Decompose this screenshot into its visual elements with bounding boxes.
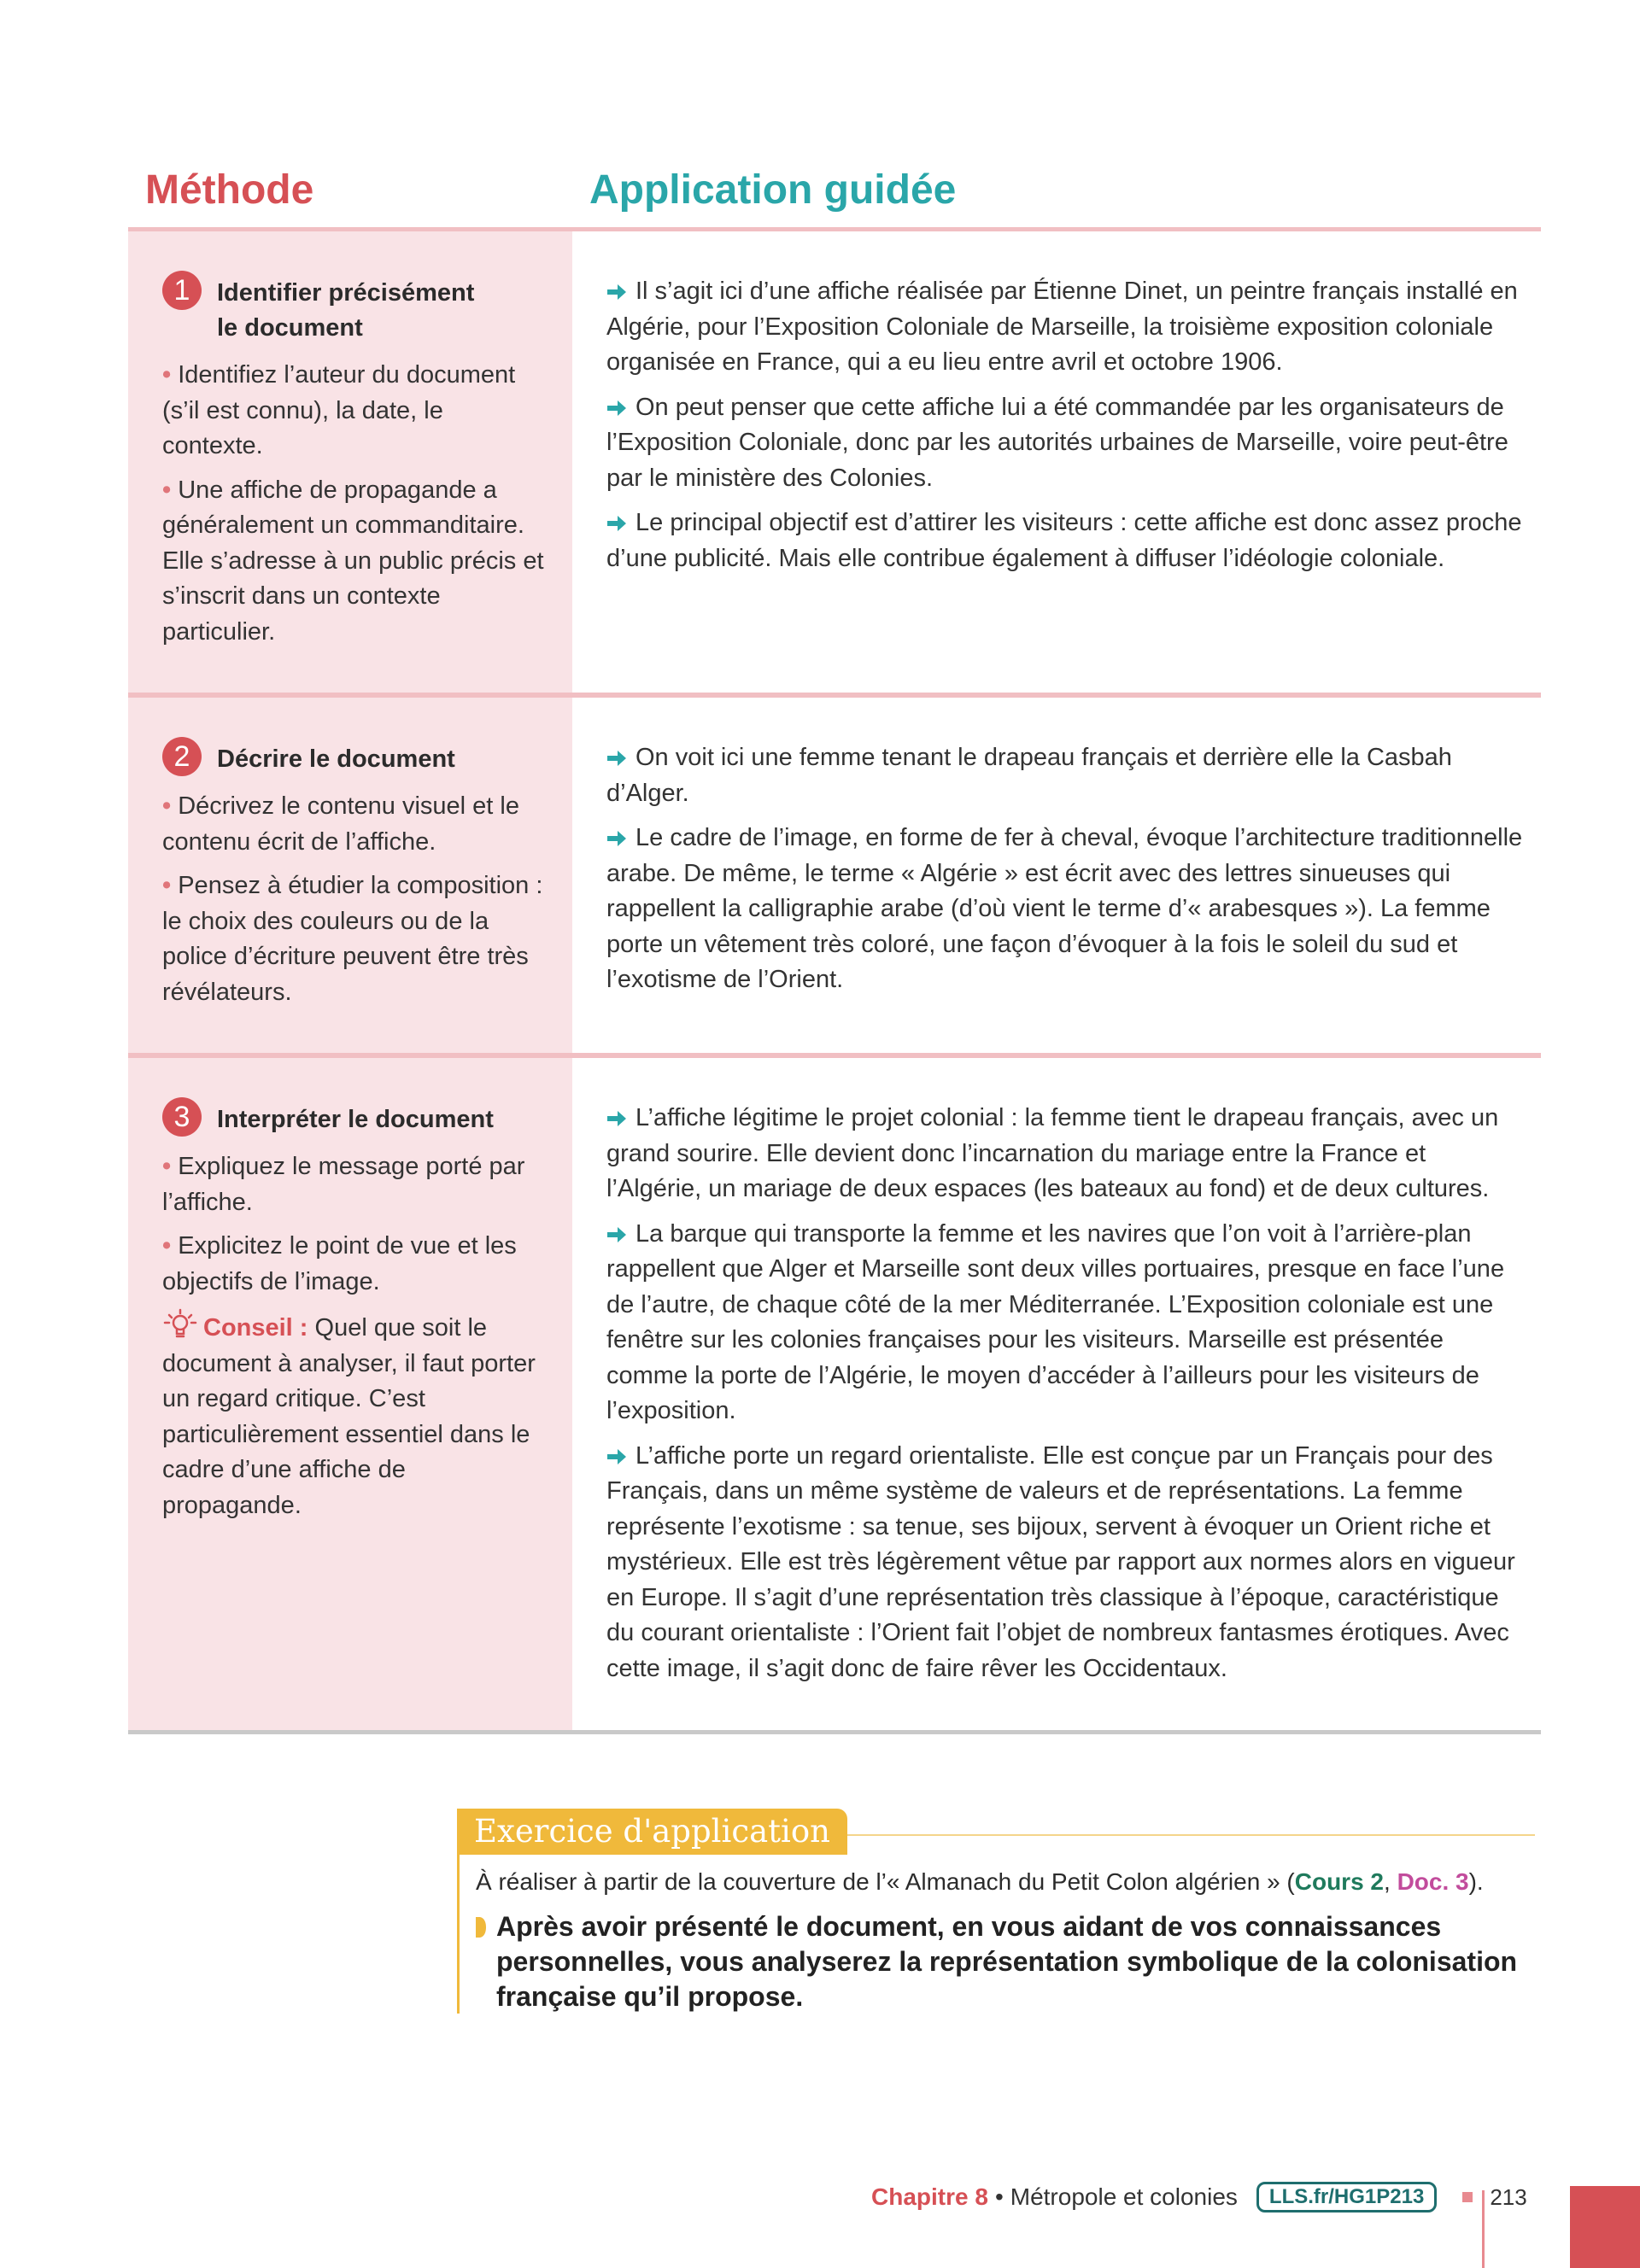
method-bullet: • Identifiez l’auteur du document (s’il est connu), la date, le contexte. <box>162 361 516 459</box>
footer-chapter: Chapitre 8 <box>871 2183 988 2210</box>
step-title-line: Identifier précisément <box>217 279 475 307</box>
step-row-1 <box>128 231 1541 693</box>
page-number: 213 <box>1490 2183 1527 2210</box>
column-headers <box>128 167 1541 231</box>
exercise-box <box>457 1809 1535 2014</box>
arrow-right-icon <box>606 283 627 301</box>
footer-vertical-line <box>1482 2190 1485 2268</box>
table-bottom-rule <box>128 1730 1541 1734</box>
step-number-badge: 2 <box>162 737 202 776</box>
bullet-dot-icon: • <box>162 1153 172 1180</box>
step-header-3 <box>162 1102 550 1137</box>
page-footer <box>871 2177 1527 2217</box>
method-bullet: • Pensez à étudier la composition : le choix des couleurs ou de la police d’écriture peuvent être très révélateurs. <box>162 872 543 1006</box>
arrow-right-icon <box>606 1447 627 1466</box>
footer-corner-block <box>1570 2186 1640 2268</box>
arrow-right-icon <box>606 749 627 768</box>
reference-cours[interactable]: Cours 2 <box>1294 1868 1384 1895</box>
footer-square-icon <box>1462 2192 1473 2202</box>
exercise-top-line <box>841 1834 1535 1836</box>
method-cell-1 <box>128 231 572 693</box>
methode-heading: Méthode <box>145 167 314 213</box>
application-cell-1 <box>572 231 1541 693</box>
method-bullet: • Décrivez le contenu visuel et le contenu écrit de l’affiche. <box>162 792 519 856</box>
arrow-right-icon <box>606 399 627 418</box>
arrow-right-icon <box>606 1109 627 1128</box>
step-header-1 <box>162 276 550 346</box>
arrow-right-icon <box>606 1225 627 1244</box>
arrow-right-icon <box>606 829 627 848</box>
exercise-intro: À réaliser à partir de la couverture de l’« Almanach du Petit Colon algérien » (Cours 2, Doc. 3). <box>476 1868 1484 1895</box>
footer-chapter-title: Métropole et colonies <box>1010 2183 1238 2210</box>
step-row-3 <box>128 1058 1541 1730</box>
bullet-dot-icon: • <box>162 476 172 504</box>
application-cell-2 <box>572 698 1541 1053</box>
arrow-right-icon <box>606 514 627 533</box>
step-number-badge: 1 <box>162 271 202 310</box>
step-title: Décrire le document <box>217 745 455 773</box>
step-row-2 <box>128 698 1541 1053</box>
bullet-dot-icon: • <box>162 361 172 389</box>
application-heading: Application guidée <box>589 167 957 213</box>
step-header-2 <box>162 742 550 777</box>
application-paragraph: L’affiche légitime le projet colonial : la femme tient le drapeau français, avec un grand sourire. Elle devient donc l’incarnation du mariage entre la France et l’Algérie, un mariage de deux espaces (les bateaux au fond) et de deux cultures. <box>606 1104 1499 1202</box>
conseil-tip: Conseil : Quel que soit le document à analyser, il faut porter un regard critique. C’est particulièrement essentiel dans le cadre d’une affiche de propagande. <box>162 1308 550 1523</box>
bullet-dot-icon: • <box>162 1232 172 1260</box>
application-paragraph: La barque qui transporte la femme et les navires que l’on voit à l’arrière-plan rappellent que Alger et Marseille sont deux villes portuaires, presque en face l’une de l’autre, de chaque côté de la mer Méditerranée. L’Exposition coloniale est une fenêtre sur les colonies françaises pour les visiteurs. Marseille est présentée comme la porte de l’Algérie, le moyen d’accéder à l’ailleurs pour les visiteurs de l’exposition. <box>606 1219 1505 1424</box>
footer-separator: • <box>994 2183 1004 2210</box>
step-title-line: le document <box>217 314 363 342</box>
step-title <box>217 276 474 346</box>
footer-link[interactable]: LLS.fr/HG1P213 <box>1256 2182 1437 2212</box>
reference-doc[interactable]: Doc. 3 <box>1397 1868 1469 1895</box>
exercise-title: Exercice d'application <box>457 1809 847 1855</box>
application-paragraph: On peut penser que cette affiche lui a été commandée par les organisateurs de l’Exposition Coloniale, donc par les autorités urbaines de Marseille, voire peut-être par le ministère des Colonies. <box>606 393 1508 492</box>
application-paragraph: Le cadre de l’image, en forme de fer à cheval, évoque l’architecture traditionnelle arabe. De même, le terme « Algérie » est écrit avec des lettres sinueuses qui rappellent la calligraphie arabe (d’où vient le terme d’« arabesques »). La femme porte un vêtement très coloré, une façon d’évoquer à la fois le soleil du sud et l’exotisme de l’Orient. <box>606 824 1523 993</box>
application-paragraph: Le principal objectif est d’attirer les visiteurs : cette affiche est donc assez proche d’une publicité. Mais elle contribue également à diffuser l’idéologie coloniale. <box>606 509 1522 572</box>
exercise-task: Après avoir présenté le document, en vous aidant de vos connaissances personnelles, vous analyserez la représentation symbolique de la colonisation française qu’il propose. <box>476 1909 1518 2014</box>
method-bullet: • Expliquez le message porté par l’affiche. <box>162 1153 525 1216</box>
method-cell-2 <box>128 698 572 1053</box>
application-paragraph: L’affiche porte un regard orientaliste. Elle est conçue par un Français pour des Français, dans un même système de valeurs et de représentations. La femme représente l’exotisme : sa tenue, ses bijoux, servent à évoquer un Orient riche et mystérieux. Elle est très légèrement vêtue par rapport aux normes alors en vigueur en Europe. Il s’agit d’une représentation très classique à l’époque, caractéristique du courant orientaliste : l’Orient fait l’objet de nombreux fantasmes érotiques. Avec cette image, il s’agit donc de faire rêver les Occidentaux. <box>606 1441 1515 1682</box>
application-cell-3 <box>572 1058 1541 1730</box>
method-table <box>128 227 1541 1734</box>
step-title: Interpréter le document <box>217 1106 494 1133</box>
application-paragraph: Il s’agit ici d’une affiche réalisée par Étienne Dinet, un peintre français installé en Algérie, pour l’Exposition Coloniale de Marseille, la troisième exposition coloniale organisée en France, qui a eu lieu entre avril et octobre 1906. <box>606 278 1518 376</box>
method-cell-3 <box>128 1058 572 1730</box>
application-paragraph: On voit ici une femme tenant le drapeau français et derrière elle la Casbah d’Alger. <box>606 744 1452 807</box>
bullet-dot-icon: • <box>162 872 172 899</box>
step-number-badge: 3 <box>162 1097 202 1137</box>
bullet-dot-icon: • <box>162 792 172 820</box>
method-bullet: • Une affiche de propagande a généralement un commanditaire. Elle s’adresse à un public précis et s’inscrit dans un contexte particulier. <box>162 476 544 646</box>
method-bullet: • Explicitez le point de vue et les objectifs de l’image. <box>162 1232 517 1295</box>
task-marker-icon <box>476 1917 486 1938</box>
lightbulb-icon <box>162 1308 198 1341</box>
